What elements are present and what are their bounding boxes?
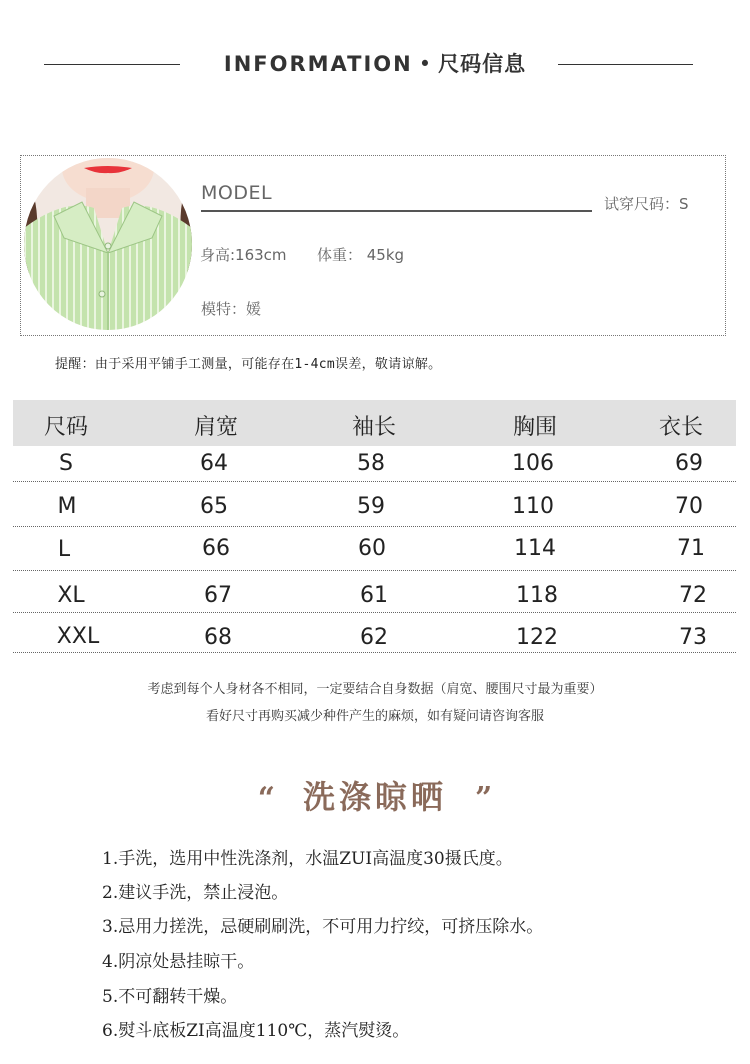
row-separator bbox=[13, 481, 736, 482]
table-cell: 114 bbox=[514, 536, 556, 561]
table-cell: 72 bbox=[679, 583, 707, 608]
table-cell: L bbox=[57, 537, 71, 562]
model-name: 模特：媛 bbox=[201, 300, 262, 318]
table-cell: 110 bbox=[512, 494, 554, 519]
wash-instruction: 3.忌用力搓洗，忌硬刷刷洗，不可用力拧绞，可挤压除水。 bbox=[102, 917, 544, 937]
table-cell: 67 bbox=[204, 583, 232, 608]
table-cell: 64 bbox=[200, 451, 228, 476]
row-separator bbox=[13, 570, 736, 571]
table-cell: 66 bbox=[202, 536, 230, 561]
table-cell: 60 bbox=[358, 536, 386, 561]
model-photo-illustration bbox=[24, 158, 192, 330]
model-height: 身高:163cm bbox=[200, 246, 287, 264]
wash-instruction: 2.建议手洗，禁止浸泡。 bbox=[102, 883, 289, 903]
measurement-notice: 提醒：由于采用平铺手工测量，可能存在1-4cm误差，敬请谅解。 bbox=[55, 357, 442, 372]
table-cell: XL bbox=[57, 583, 85, 608]
table-cell: 62 bbox=[360, 625, 388, 650]
table-cell: 118 bbox=[516, 583, 558, 608]
table-cell: 69 bbox=[675, 451, 703, 476]
header-chest: 胸围 bbox=[512, 415, 558, 440]
table-cell: XXL bbox=[56, 624, 100, 649]
table-cell: 71 bbox=[677, 536, 705, 561]
row-separator bbox=[13, 652, 736, 653]
table-cell: M bbox=[57, 494, 77, 519]
header-length: 衣长 bbox=[658, 415, 704, 440]
wash-instruction: 1.手洗，选用中性洗涤剂，水温ZUI高温度30摄氏度。 bbox=[102, 849, 513, 869]
table-cell: 73 bbox=[679, 625, 707, 650]
sizing-note-2: 看好尺寸再购买减少种件产生的麻烦，如有疑问请咨询客服 bbox=[205, 709, 544, 724]
title-separator: • bbox=[418, 52, 433, 76]
table-cell: S bbox=[59, 451, 73, 476]
wash-instruction: 4.阴凉处悬挂晾干。 bbox=[102, 952, 255, 972]
table-cell: 68 bbox=[204, 625, 232, 650]
washing-title-text: 洗涤晾晒 bbox=[302, 778, 447, 816]
wash-instruction: 6.熨斗底板ZI高温度110℃，蒸汽熨烫。 bbox=[102, 1021, 410, 1041]
header-shoulder: 肩宽 bbox=[193, 415, 239, 440]
table-cell: 59 bbox=[357, 494, 385, 519]
table-cell: 106 bbox=[512, 451, 554, 476]
table-cell: 122 bbox=[516, 625, 558, 650]
row-separator bbox=[13, 612, 736, 613]
header-size: 尺码 bbox=[43, 415, 89, 440]
model-photo bbox=[24, 158, 192, 330]
table-cell: 61 bbox=[360, 583, 388, 608]
fit-size: 试穿尺码：S bbox=[604, 195, 689, 213]
row-separator bbox=[13, 526, 736, 527]
wash-instruction: 5.不可翻转干燥。 bbox=[102, 987, 238, 1007]
table-cell: 70 bbox=[675, 494, 703, 519]
model-weight: 体重： 45kg bbox=[317, 246, 405, 264]
close-quote: ” bbox=[475, 781, 493, 816]
title-zh: 尺码信息 bbox=[438, 52, 527, 76]
table-cell: 58 bbox=[357, 451, 385, 476]
model-label: MODEL bbox=[201, 182, 273, 204]
page-title bbox=[0, 48, 750, 78]
sizing-note-1: 考虑到每个人身材各不相同，一定要结合自身数据（肩宽、腰围尺寸最为重要） bbox=[147, 682, 603, 697]
washing-title bbox=[0, 772, 750, 818]
title-en: INFORMATION bbox=[223, 52, 413, 76]
model-underline bbox=[201, 210, 592, 212]
header-sleeve: 袖长 bbox=[351, 415, 397, 440]
open-quote: “ bbox=[257, 781, 275, 816]
table-cell: 65 bbox=[200, 494, 228, 519]
